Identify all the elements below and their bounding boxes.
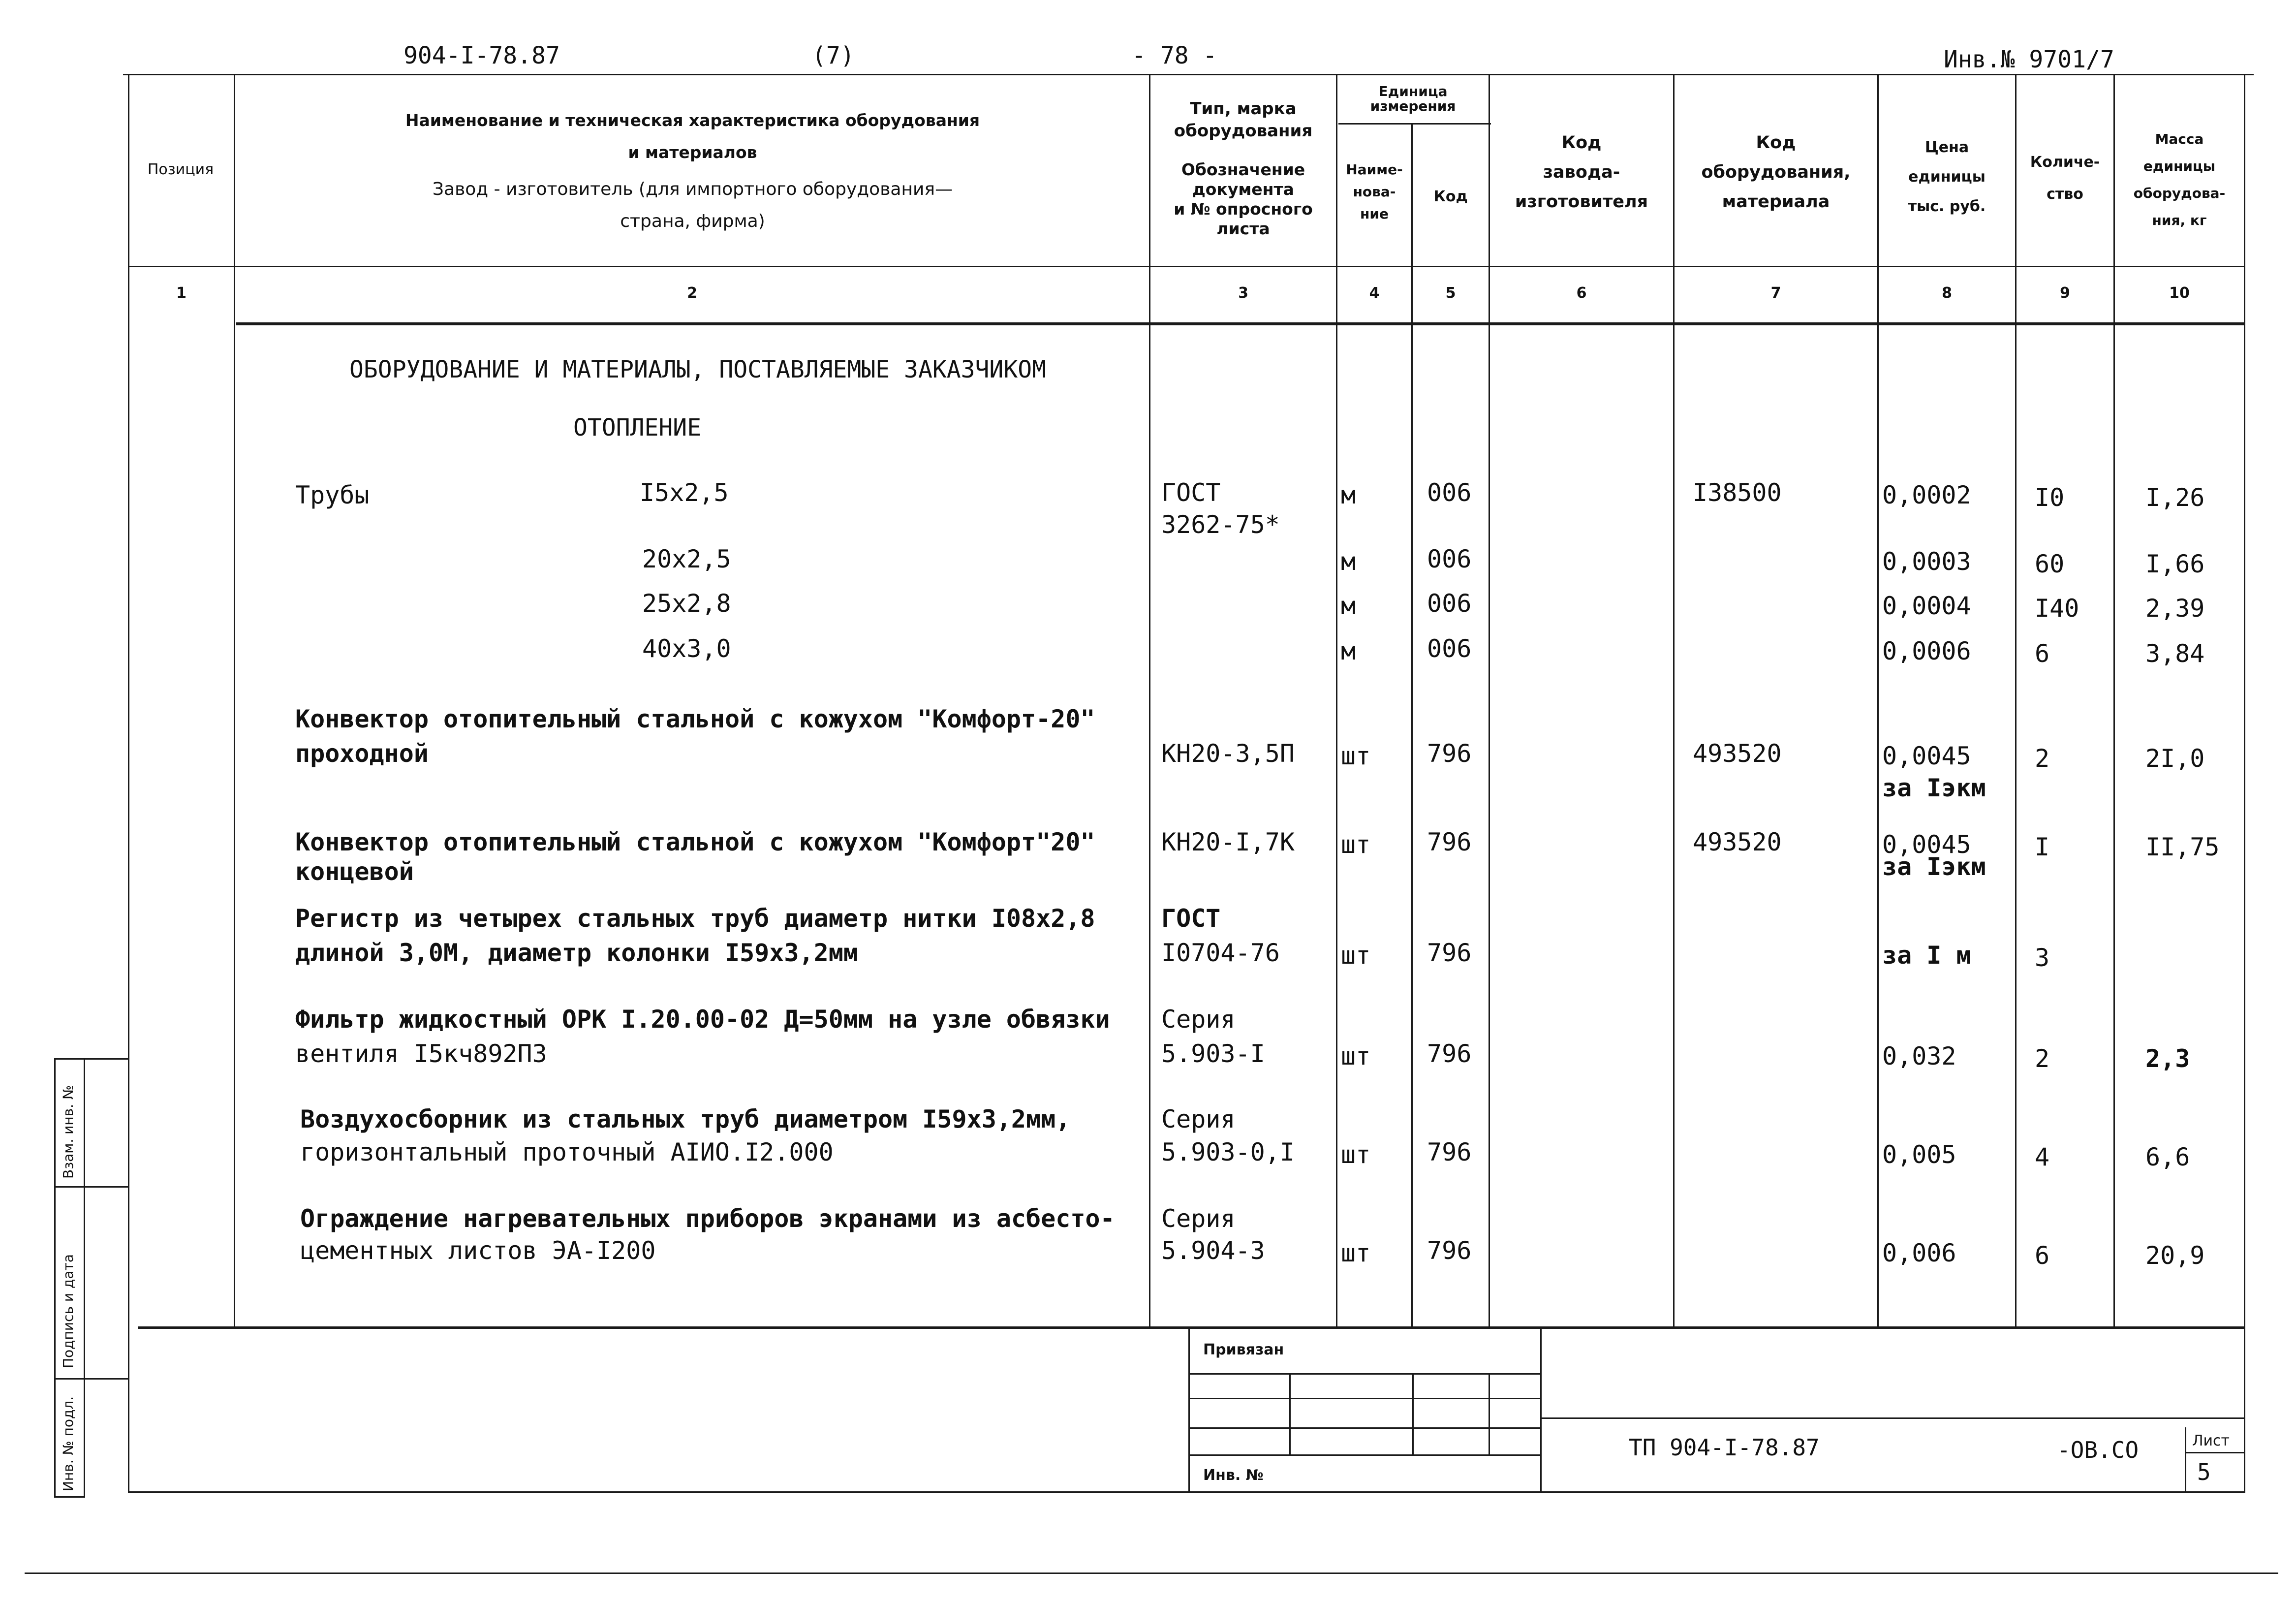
side-signature: Подпись и дата [60,1254,76,1368]
header-unit-l1: Единица [1378,83,1448,99]
row10-qty: 6 [2035,1241,2050,1270]
row2-code: 006 [1427,545,1472,573]
header-position: Позиция [147,161,214,178]
stamp-top-line [138,1326,2244,1329]
row1-code: 006 [1427,478,1472,507]
row5-price: 0,0045 [1882,742,1971,770]
row9-name-l2: горизонтальный проточный АIИО.I2.000 [300,1138,834,1166]
side-strip-top [54,1058,128,1060]
stamp-code-line [1540,1417,2244,1419]
row9-name-l1: Воздухосборник из стальных труб диаметром I59x3,2мм, [300,1105,1071,1133]
stamp-line-c [1188,1427,1540,1429]
section-title: ОБОРУДОВАНИЕ И МАТЕРИАЛЫ, ПОСТАВЛЯЕМЫЕ ЗАКАЗЧИКОМ [349,356,1047,383]
col-line-3 [1336,74,1337,1326]
col-line-2 [1149,74,1150,1326]
row4-unit: м [1341,637,1356,665]
row7-qty: 3 [2035,944,2050,972]
header-type-l3: Обозначение [1181,160,1305,179]
stamp-mid-line [1540,1326,1542,1491]
row1-name: Трубы [295,481,370,509]
header-factory-l1: Код [1561,133,1602,153]
row7-price: за I м [1882,941,1971,970]
row10-name-l2: цементных листов ЭА-I200 [300,1236,656,1265]
row5-name-l2: проходной [295,739,429,768]
frame-bottom [128,1491,2245,1493]
header-equipment-l1: Код [1756,133,1796,153]
header-equipment-l3: материала [1722,192,1830,212]
row10-name-l1: Ограждение нагревательных приборов экранами из асбесто- [300,1204,1115,1233]
page-number: - 78 - [1132,42,1217,69]
row9-price: 0,005 [1882,1140,1956,1169]
colnum-6: 6 [1576,284,1587,302]
header-equipment-l2: оборудования, [1701,162,1851,182]
row5-unit: шт [1341,742,1371,770]
stamp-vline-b [1412,1373,1414,1454]
row5-qty: 2 [2035,744,2050,773]
col-line-9 [2113,74,2115,1326]
row5-price-note: за Iэкм [1882,774,1986,802]
row8-mass: 2,3 [2145,1044,2190,1073]
colnum-divider [236,322,2244,325]
header-name-l4: страна, фирма) [620,211,765,231]
col-line-6 [1673,74,1675,1326]
row2-qty: 60 [2035,550,2065,578]
stamp-list-number: 5 [2197,1459,2211,1485]
row1-qty: I0 [2035,483,2065,512]
row6-name-l1: Конвектор отопительный стальной с кожухом "Комфорт"20" [295,828,1095,856]
header-type-l4: документа [1192,180,1294,199]
header-factory-l2: завода- [1543,162,1620,182]
row9-mass: 6,6 [2145,1143,2190,1171]
row1-size: I5x2,5 [640,478,729,507]
side-strip-bottom [54,1496,85,1498]
col-line-8 [2015,74,2017,1326]
row6-unit: шт [1341,830,1371,859]
row9-qty: 4 [2035,1143,2050,1171]
header-type-l2: оборудования [1174,121,1313,141]
col-line-1 [234,74,235,1326]
row8-type-l2: 5.903-I [1161,1039,1265,1068]
header-mass-l3: оборудова- [2133,185,2226,201]
row6-equip-code: 493520 [1693,828,1782,856]
header-type-l6: листа [1216,219,1270,238]
side-vzam: Взам. инв. № [60,1085,76,1179]
stamp-sheet-code: -ОВ.СО [2057,1437,2139,1463]
row8-qty: 2 [2035,1044,2050,1073]
row7-name-l1: Регистр из четырех стальных труб диаметр нитки I08x2,8 [295,904,1095,933]
row2-size: 20x2,5 [642,545,731,573]
unit-divider [1338,123,1491,125]
row10-unit: шт [1341,1239,1371,1267]
row4-qty: 6 [2035,639,2050,668]
row6-price-note: за Iэкм [1882,852,1986,881]
stamp-line-d [1188,1454,1540,1456]
row9-code: 796 [1427,1138,1472,1166]
frame-top [123,74,2254,75]
side-strip-div1 [54,1186,128,1188]
row3-code: 006 [1427,589,1472,618]
header-unit-name-l3: ние [1360,206,1389,222]
stamp-line-a [1188,1373,1540,1375]
row10-type-l2: 5.904-3 [1161,1236,1265,1265]
header-price-l3: тыс. руб. [1908,198,1986,215]
row2-unit: м [1341,547,1356,576]
row5-mass: 2I,0 [2145,744,2205,773]
header-name-l2: и материалов [628,143,757,162]
row7-type-l1: ГОСТ [1161,904,1221,933]
header-factory-l3: изготовителя [1515,192,1648,212]
header-divider [128,266,2244,267]
row8-name-l1: Фильтр жидкостный ОРК I.20.00-02 Д=50мм на узле обвязки [295,1005,1110,1034]
row7-name-l2: длиной 3,0М, диаметр колонки I59x3,2мм [295,939,858,967]
stamp-list-hline [2185,1452,2244,1453]
header-name-l1: Наименование и техническая характеристика оборудования [405,111,980,130]
stamp-list-line [2185,1427,2186,1491]
row7-type-l2: I0704-76 [1161,939,1280,967]
colnum-3: 3 [1238,284,1248,302]
row3-size: 25x2,8 [642,589,731,618]
header-mass-l2: единицы [2143,158,2216,174]
row4-code: 006 [1427,634,1472,663]
header-type-l1: Тип, марка [1190,99,1297,119]
header-unit-l2: измерения [1370,98,1456,114]
row6-price: 0,0045 [1882,830,1971,859]
row3-price: 0,0004 [1882,592,1971,620]
row6-type: КН20-I,7К [1161,828,1295,856]
row10-price: 0,006 [1882,1239,1956,1267]
row8-unit: шт [1341,1042,1371,1070]
inventory-number: Инв.№ 9701/7 [1944,46,2114,73]
row6-name-l2: концевой [295,857,414,886]
colnum-10: 10 [2169,284,2190,302]
stamp-vline-c [1489,1373,1490,1454]
header-unit-name-l1: Наиме- [1346,161,1403,178]
stamp-vline-a [1289,1373,1291,1454]
row4-mass: 3,84 [2145,639,2205,668]
colnum-2: 2 [687,284,697,302]
row9-type-l1: Серия [1161,1105,1236,1133]
colnum-7: 7 [1770,284,1781,302]
side-strip-right [84,1058,85,1496]
colnum-8: 8 [1942,284,1952,302]
row3-unit: м [1341,592,1356,620]
header-qty-l2: ство [2047,186,2083,203]
row10-code: 796 [1427,1236,1472,1265]
row8-type-l1: Серия [1161,1005,1236,1034]
header-qty-l1: Количе- [2030,154,2100,171]
header-name-l3: Завод - изготовитель (для импортного оборудования— [432,179,953,199]
row7-unit: шт [1341,941,1371,970]
stamp-list-label: Лист [2192,1432,2230,1449]
page-bottom-line [25,1573,2278,1574]
row2-mass: I,66 [2145,550,2205,578]
sheet-mark: (7) [812,42,855,69]
row10-type-l1: Серия [1161,1204,1236,1233]
row8-code: 796 [1427,1039,1472,1068]
header-mass-l1: Масса [2155,131,2204,147]
col-line-5 [1489,74,1490,1326]
header-unit-name-l2: нова- [1353,184,1396,200]
row8-price: 0,032 [1882,1042,1956,1070]
header-type-l5: и № опросного [1174,199,1313,219]
doc-number: 904-I-78.87 [403,42,560,69]
row1-unit: м [1341,481,1356,509]
stamp-privyazan: Привязан [1203,1341,1284,1358]
header-unit-code: Код [1433,188,1468,205]
header-mass-l4: ния, кг [2152,212,2207,228]
row10-mass: 20,9 [2145,1241,2205,1270]
side-inv-no: Инв. № подл. [60,1396,76,1491]
colnum-1: 1 [176,284,186,302]
row4-size: 40x3,0 [642,634,731,663]
side-strip-div2 [54,1378,128,1380]
colnum-5: 5 [1445,284,1456,302]
row5-name-l1: Конвектор отопительный стальной с кожухом "Комфорт-20" [295,705,1095,733]
row6-qty: I [2035,833,2050,861]
stamp-inv-no: Инв. № [1203,1467,1264,1484]
header-price-l2: единицы [1908,168,1986,186]
col-line-7 [1877,74,1879,1326]
row1-price: 0,0002 [1882,481,1971,509]
frame-right [2244,74,2245,1491]
row1-equip-code: I38500 [1693,478,1782,507]
row5-equip-code: 493520 [1693,739,1782,768]
row3-qty: I40 [2035,594,2079,623]
row7-code: 796 [1427,939,1472,967]
row9-type-l2: 5.903-0,I [1161,1138,1295,1166]
row5-code: 796 [1427,739,1472,768]
stamp-line-b [1188,1398,1540,1399]
row1-type-l1: ГОСТ [1161,478,1221,507]
row6-mass: II,75 [2145,833,2220,861]
row4-price: 0,0006 [1882,637,1971,665]
colnum-4: 4 [1369,284,1380,302]
colnum-9: 9 [2060,284,2070,302]
row6-code: 796 [1427,828,1472,856]
col-line-4 [1411,123,1413,1326]
stamp-left-line [1188,1326,1190,1491]
side-strip-left [54,1058,56,1496]
stamp-doc-code: ТП 904-I-78.87 [1629,1434,1820,1461]
row1-type-l2: 3262-75* [1161,510,1280,539]
header-price-l1: Цена [1924,139,1969,156]
row5-type: КН20-3,5П [1161,739,1295,768]
row9-unit: шт [1341,1140,1371,1169]
row3-mass: 2,39 [2145,594,2205,623]
row2-price: 0,0003 [1882,547,1971,576]
row1-mass: I,26 [2145,483,2205,512]
row8-name-l2: вентиля I5кч892П3 [295,1039,547,1068]
subsection-title: ОТОПЛЕНИЕ [573,414,702,441]
